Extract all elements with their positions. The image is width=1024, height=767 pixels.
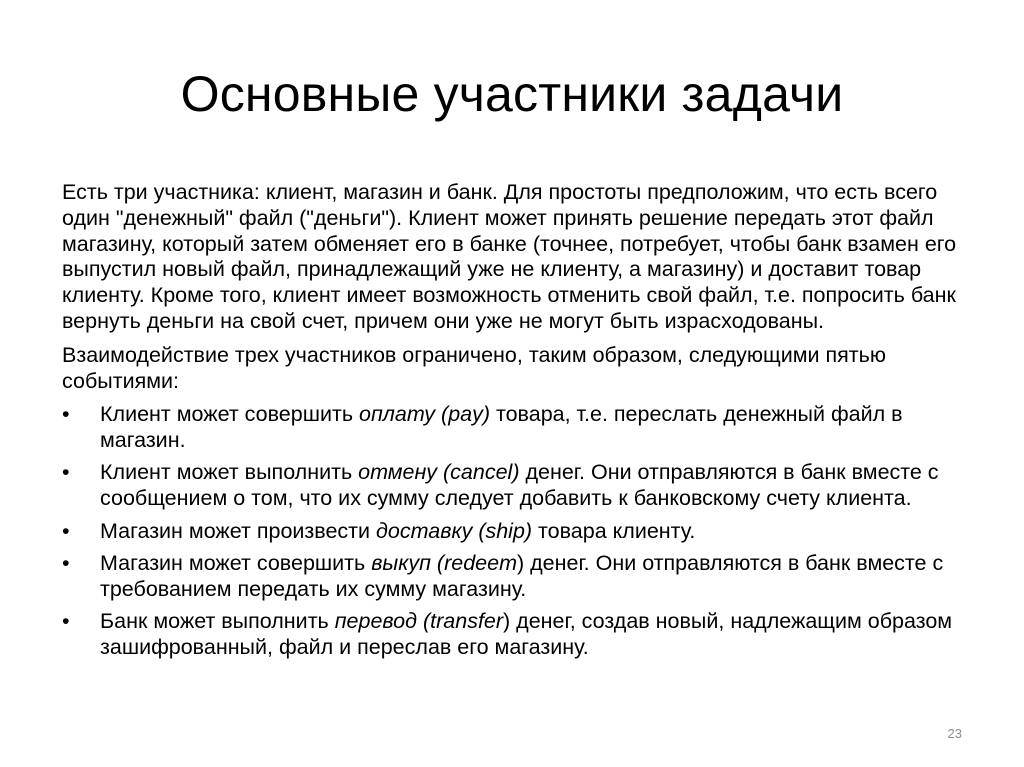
page-number: 23: [947, 726, 962, 741]
bullet-text-before: Банк может выполнить: [100, 608, 335, 633]
bullet-text-before: Клиент может совершить: [100, 402, 359, 427]
bullet-icon: •: [62, 460, 70, 485]
bullet-icon: •: [62, 402, 70, 427]
bullet-text-before: Клиент может выполнить: [100, 460, 359, 485]
list-item: [62, 609, 967, 661]
bullet-term: доставку (ship): [376, 518, 533, 543]
bullet-text-after: денег. Они отправляются в банк вместе с сообщением о том, что их сумму следует добавить к банковскому счету клиента.: [100, 460, 939, 511]
bullet-icon: •: [62, 550, 70, 575]
bullet-text-after: товара клиенту.: [532, 518, 696, 543]
paragraph-intro: Есть три участника: клиент, магазин и банк. Для простоты предположим, что есть всего один "денежный" файл ("деньги"). Клиент может принять решение передать этот файл магазину, который затем обменяет его в банке (точнее, потребует, чтобы банк взамен его выпустил новый файл, принадлежащий уже не клиенту, а магазину) и доставит товар клиенту. Кроме того, клиент имеет возможность отменить свой файл, т.е. попросить банк вернуть деньги на свой счет, причем они уже не могут быть израсходованы.: [62, 180, 957, 333]
bullet-term: оплату (pay): [359, 402, 491, 427]
bullet-icon: •: [62, 608, 70, 633]
slide-content: [62, 180, 967, 667]
bullet-text-after: товара, т.е. переслать денежный файл в магазин.: [100, 402, 903, 453]
bullet-term: отмену (cancel): [358, 460, 520, 485]
bullet-icon: •: [62, 518, 70, 543]
slide-title: Основные участники задачи: [180, 66, 844, 122]
bullet-term: перевод (transfer: [334, 608, 504, 633]
list-item: [62, 402, 967, 454]
bullet-term: выкуп (redeem: [371, 550, 517, 575]
list-item: [62, 519, 967, 545]
list-item: [62, 551, 967, 603]
events-list: [62, 402, 967, 660]
bullet-text-after: ) денег, создав новый, надлежащим образом зашифрованный, файл и переслав его магазину.: [100, 608, 953, 659]
list-item: [62, 460, 967, 512]
paragraph-events-intro: Взаимодействие трех участников ограничено, таким образом, следующими пятью событиями:: [62, 342, 886, 393]
bullet-text-after: ) денег. Они отправляются в банк вместе с требованием передать их сумму магазину.: [100, 550, 944, 601]
bullet-text-before: Магазин может совершить: [100, 550, 372, 575]
bullet-text-before: Магазин может произвести: [100, 518, 376, 543]
